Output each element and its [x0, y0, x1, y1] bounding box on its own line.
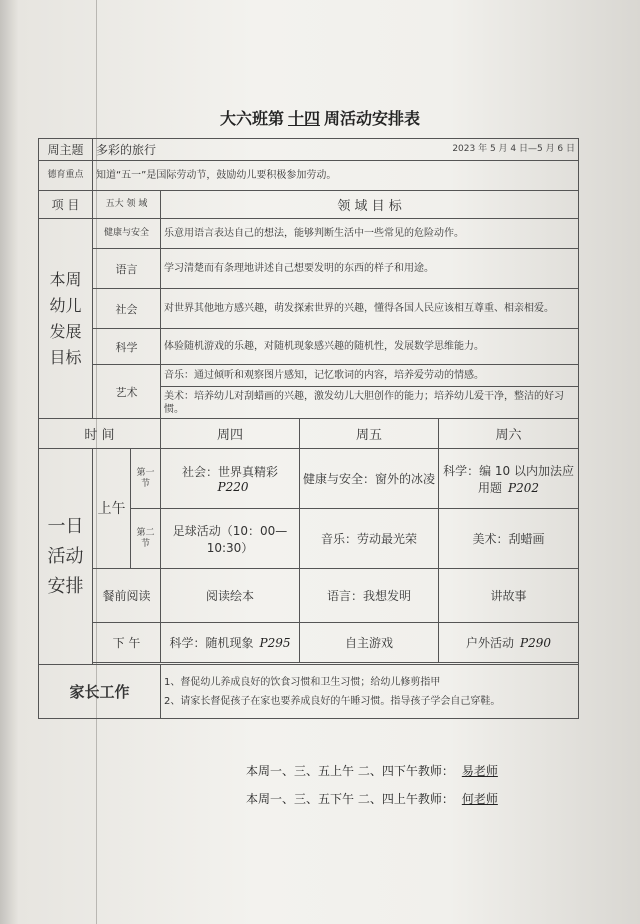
goals-header: 领 域 目 标: [161, 191, 579, 219]
domain-name: 健康与安全: [93, 219, 161, 249]
theme-value: 多彩的旅行: [96, 143, 157, 157]
domain-goal: 对世界其他地方感兴趣，萌发探索世界的兴趣，懂得各国人民应该相互尊重、相亲相爱。: [161, 289, 579, 329]
activity-cell: [439, 449, 579, 509]
handwritten-page-note: P290: [520, 636, 552, 650]
date-range: 2023 年 5 月 4 日—5 月 6 日: [452, 144, 576, 154]
day-header: 周五: [300, 419, 439, 449]
dev-goals-label: 本周幼儿发展目标: [39, 219, 93, 419]
week-number: 十四: [287, 109, 320, 128]
activity-cell: 讲故事: [439, 569, 579, 623]
activity-text: 社会：世界真精彩: [181, 465, 278, 479]
activity-cell: [439, 623, 579, 663]
teacher-name: 何老师: [461, 792, 498, 806]
day-header: 周四: [161, 419, 300, 449]
domain-row: [39, 219, 579, 249]
domain-goal: 体验随机游戏的乐趣，对随机现象感兴趣的随机性，发展数学思维能力。: [161, 329, 579, 365]
schedule-table: [38, 138, 579, 719]
page-title: 大六班第 十四 周活动安排表: [219, 109, 421, 128]
moral-label: 德育重点: [39, 161, 93, 191]
handwritten-page-note: P295: [259, 636, 291, 650]
activity-cell: 足球活动（10：00—10:30）: [161, 509, 300, 569]
activity-cell: 阅读绘本: [161, 569, 300, 623]
teacher-name: 易老师: [461, 764, 498, 778]
parents-item: 2、请家长督促孩子在家也要养成良好的午睡习惯。指导孩子学会自己穿鞋。: [164, 695, 501, 707]
section-label: 第二节: [131, 509, 161, 569]
activity-text: 科学：随机现象: [169, 636, 254, 650]
parents-label: 家长工作: [39, 665, 161, 719]
activity-text: 户外活动: [466, 636, 515, 650]
domain-row: [39, 329, 579, 365]
domain-name: 社会: [93, 289, 161, 329]
domains-header: 五大 领 域: [93, 191, 161, 219]
activity-cell: 自主游戏: [300, 623, 439, 663]
page-edge-shadow: [0, 0, 18, 924]
handwritten-page-note: P202: [508, 480, 540, 495]
domain-name: 科学: [93, 329, 161, 365]
activity-cell: 音乐：劳动最光荣: [300, 509, 439, 569]
morning-row-1: [39, 449, 579, 509]
day-header: 周六: [439, 419, 579, 449]
domain-name: 艺术: [93, 365, 161, 419]
teacher-line-2: 本周一、三、五下午 二、四上午教师： 何老师: [246, 792, 498, 806]
activity-cell: [300, 449, 439, 509]
parents-item: 1、督促幼儿养成良好的饮食习惯和卫生习惯；给幼儿修剪指甲: [164, 676, 441, 688]
moral-row: [39, 161, 579, 191]
header-row: [39, 191, 579, 219]
afternoon-label: 下 午: [93, 623, 161, 663]
theme-row: [39, 139, 579, 161]
premeal-label: 餐前阅读: [93, 569, 161, 623]
domain-row: [39, 289, 579, 329]
premeal-row: [39, 569, 579, 623]
domain-name: 语言: [93, 249, 161, 289]
domain-goal: 乐意用语言表达自己的想法，能够判断生活中一些常见的危险动作。: [161, 219, 579, 249]
theme-label: 周主题: [39, 139, 93, 161]
domain-row: [39, 249, 579, 289]
activity-text: 健康与安全：窗外的冰凌: [303, 472, 436, 486]
domain-row: [39, 365, 579, 387]
daily-label: 一日活动安排: [39, 449, 93, 665]
morning-label: 上午: [93, 449, 131, 569]
domain-goal-music: 音乐：通过倾听和观察图片感知，记忆歌词的内容，培养爱劳动的情感。: [161, 365, 579, 387]
time-label: 时 间: [39, 419, 161, 449]
parents-items: [161, 665, 579, 719]
activity-text: 科学：编 10 以内加法应用题: [443, 463, 574, 495]
activity-cell: 美术：刮蜡画: [439, 509, 579, 569]
domain-goal-art: 美术：培养幼儿对刮蜡画的兴趣，激发幼儿大胆创作的能力；培养幼儿爱干净，整洁的好习惯。: [161, 387, 579, 419]
activity-cell: 语言：我想发明: [300, 569, 439, 623]
teacher-line-1: 本周一、三、五上午 二、四下午教师： 易老师: [246, 764, 498, 778]
time-header-row: [39, 419, 579, 449]
item-header: 项 目: [39, 191, 93, 219]
moral-value: 知道“五一”是国际劳动节，鼓励幼儿要积极参加劳动。: [93, 161, 579, 191]
parents-row: [39, 665, 579, 719]
afternoon-row: [39, 623, 579, 663]
activity-cell: [161, 449, 300, 509]
section-label: 第一节: [131, 449, 161, 509]
theme-cell: [93, 139, 579, 161]
activity-cell: [161, 623, 300, 663]
domain-goal: 学习清楚而有条理地讲述自己想要发明的东西的样子和用途。: [161, 249, 579, 289]
handwritten-page-note: P220: [217, 480, 249, 494]
